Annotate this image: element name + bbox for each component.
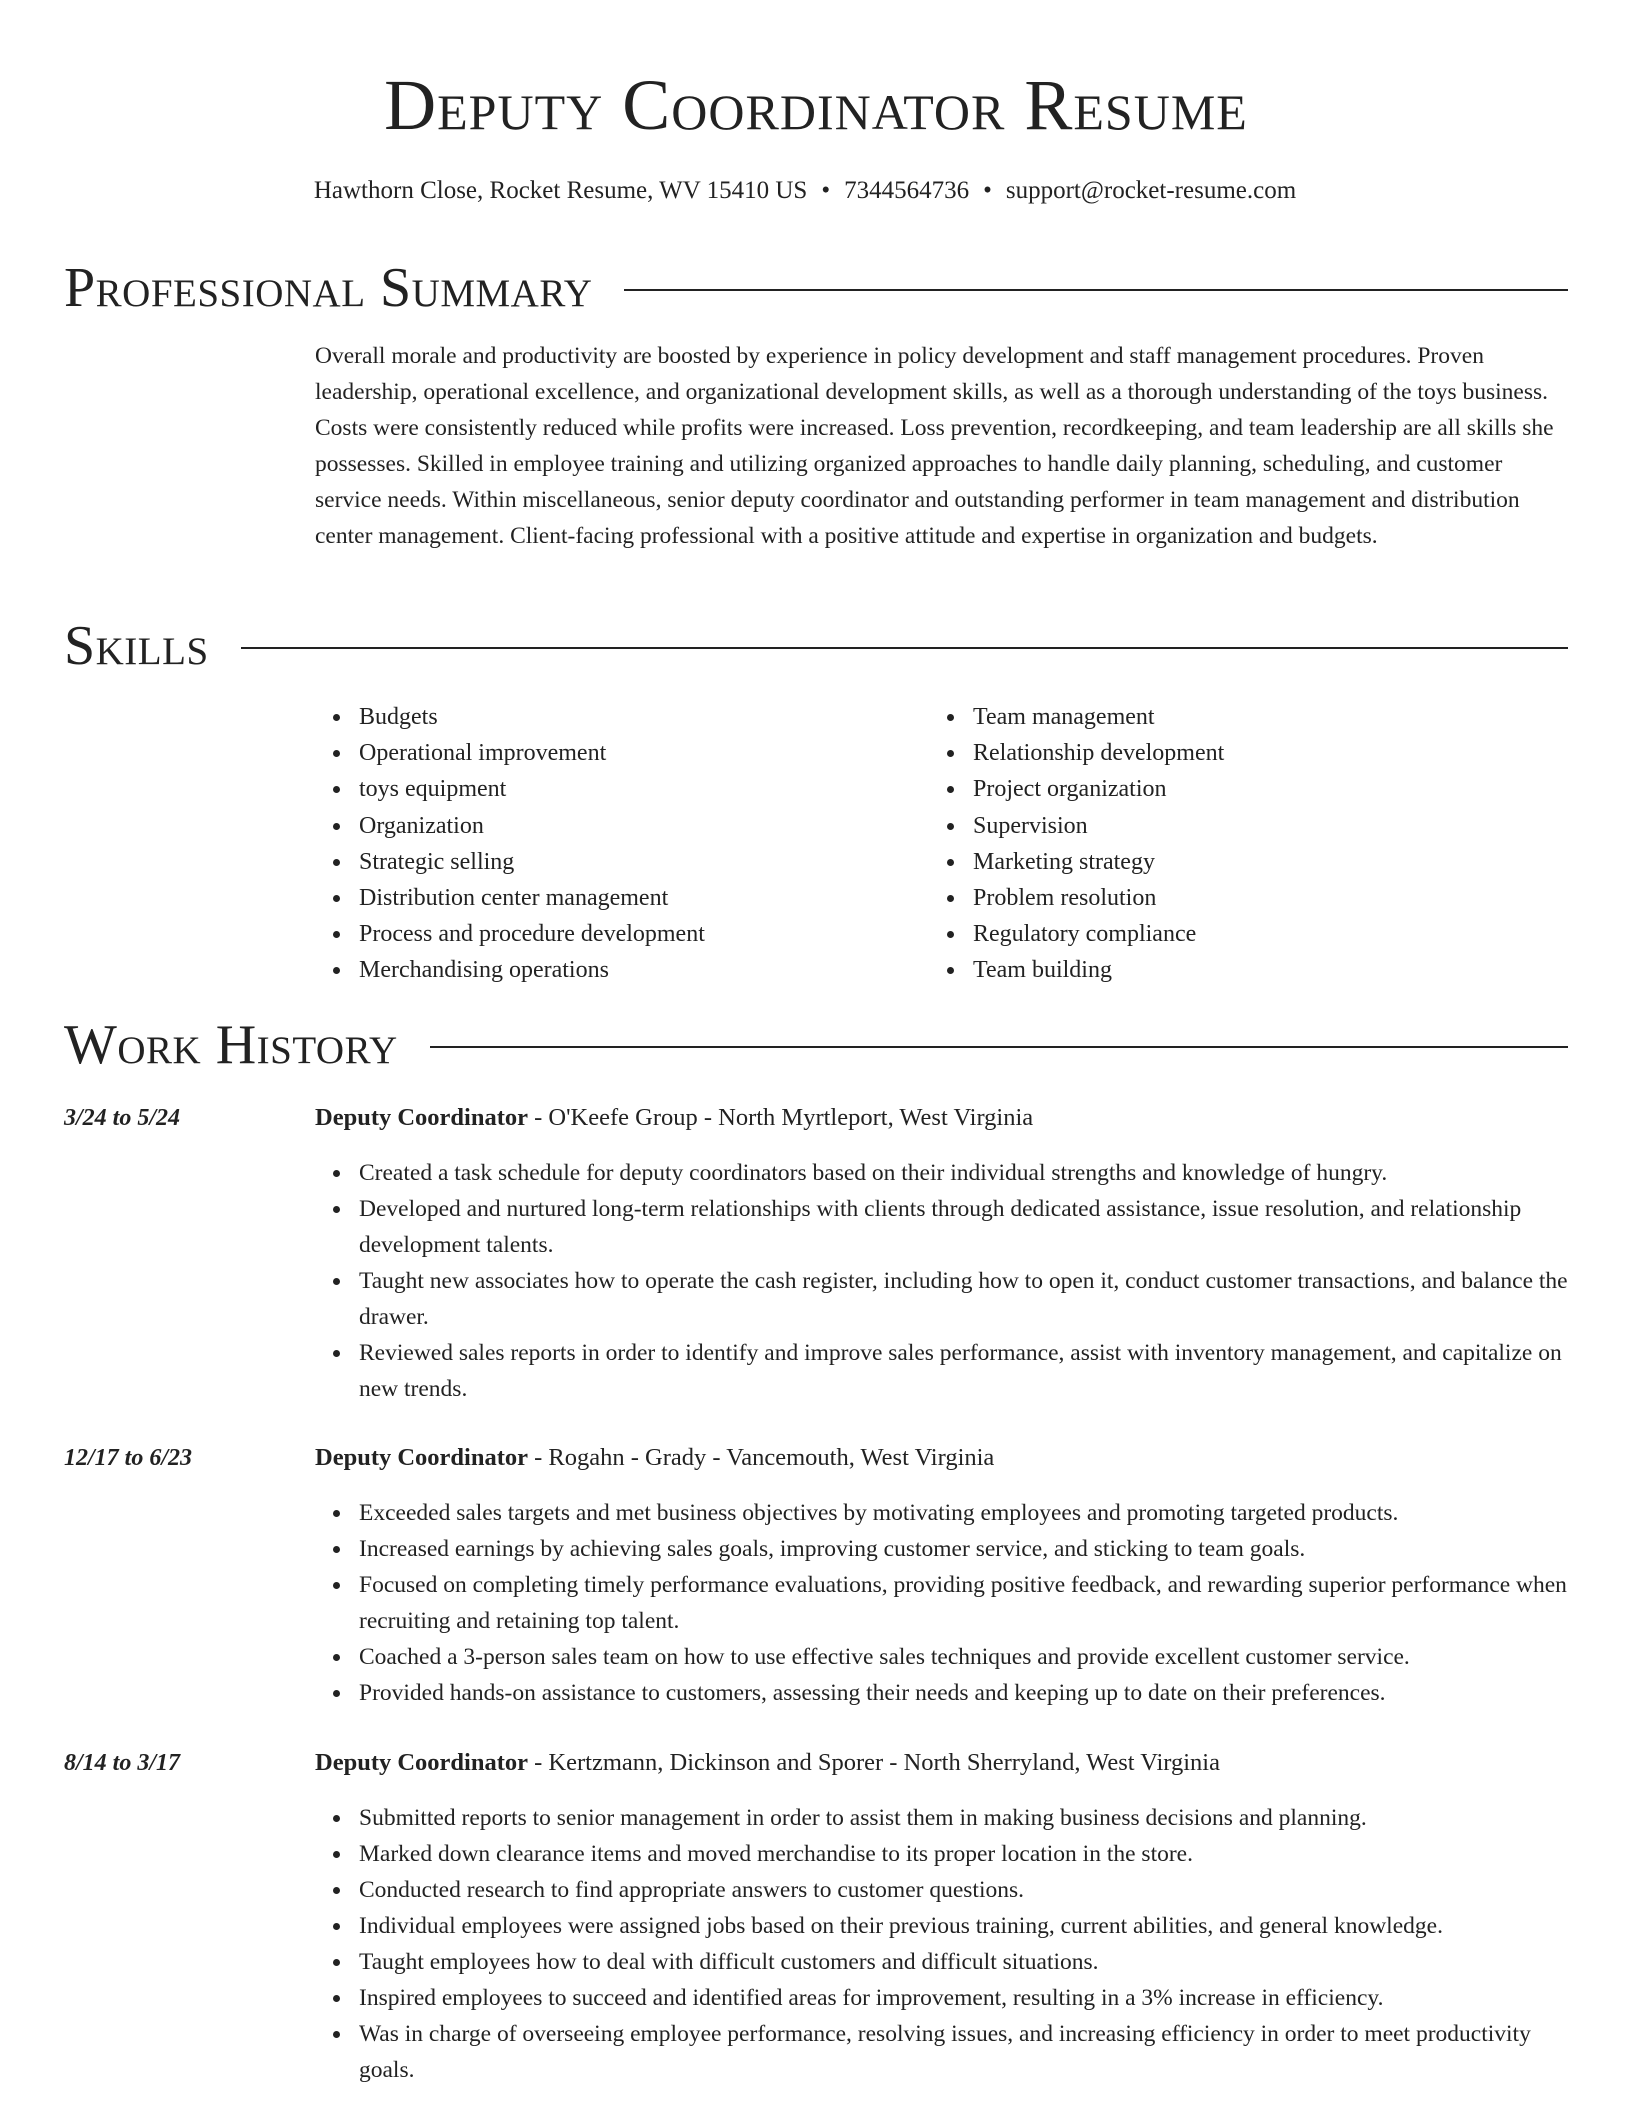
job-bullet-list — [315, 1155, 1568, 1407]
skill-item: Marketing strategy — [973, 844, 1573, 880]
job-bullet: Developed and nurtured long-term relationships with clients through dedicated assistance, issue resolution, and relationship development talents. — [359, 1191, 1568, 1263]
job-bullet: Increased earnings by achieving sales goals, improving customer service, and sticking to team goals. — [359, 1531, 1568, 1567]
work-heading: Work History — [64, 1014, 398, 1076]
skills-section-header — [64, 612, 1568, 680]
job-bullet: Was in charge of overseeing employee performance, resolving issues, and increasing efficiency in order to meet productivity goals. — [359, 2016, 1568, 2088]
job-bullet: Provided hands-on assistance to customers, assessing their needs and keeping up to date on their preferences. — [359, 1675, 1568, 1711]
skill-item: Distribution center management — [359, 880, 919, 916]
job-bullet: Coached a 3-person sales team on how to use effective sales techniques and provide excellent customer service. — [359, 1639, 1568, 1675]
skills-heading: Skills — [64, 615, 209, 677]
job-bullet: Focused on completing timely performance evaluations, providing positive feedback, and rewarding superior performance when recruiting and retaining top talent. — [359, 1567, 1568, 1639]
skill-item: Supervision — [973, 808, 1573, 844]
skill-item: Problem resolution — [973, 880, 1573, 916]
skill-item: Operational improvement — [359, 735, 919, 771]
job-bullet: Submitted reports to senior management in order to assist them in making business decisions and planning. — [359, 1800, 1568, 1836]
job-details: - Rogahn - Grady - Vancemouth, West Virginia — [528, 1444, 995, 1471]
summary-section-header — [64, 254, 1568, 322]
resume-title: Deputy Coordinator Resume — [384, 65, 1248, 145]
job-bullet-list — [315, 1800, 1568, 2088]
job-role: Deputy Coordinator — [315, 1104, 529, 1131]
contact-separator: • — [821, 177, 831, 204]
job-header — [315, 1745, 1220, 1781]
contact-separator: • — [983, 177, 992, 204]
job-bullet: Exceeded sales targets and met business objectives by motivating employees and promoting targeted products. — [359, 1495, 1568, 1531]
job-bullet: Created a task schedule for deputy coordinators based on their individual strengths and knowledge of hungry. — [359, 1155, 1568, 1191]
phone-text: 7344564736 — [844, 177, 970, 204]
job-bullet: Taught new associates how to operate the cash register, including how to open it, conduct customer transactions, and balance the drawer. — [359, 1263, 1568, 1335]
skill-item: Process and procedure development — [359, 916, 919, 952]
skill-item: toys equipment — [359, 771, 919, 807]
job-bullet: Conducted research to find appropriate answers to customer questions. — [359, 1872, 1568, 1908]
skill-item: Budgets — [359, 699, 919, 735]
job-bullet: Individual employees were assigned jobs based on their previous training, current abilities, and general knowledge. — [359, 1908, 1568, 1944]
skill-item: Project organization — [973, 771, 1573, 807]
summary-text: Overall morale and productivity are boosted by experience in policy development and staff management procedures. Proven leadership, operational excellence, and organizational development skills, as well as a thorough understanding of the toys business. Costs were consistently reduced while profits were increased. Loss prevention, recordkeeping, and team leadership are all skills she possesses. Skilled in employee training and utilizing organized approaches to handle daily planning, scheduling, and customer service needs. Within miscellaneous, senior deputy coordinator and outstanding performer in team management and distribution center management. Client-facing professional with a positive attitude and expertise in organization and budgets. — [315, 343, 1554, 549]
job-header — [315, 1100, 1033, 1136]
job-bullet-list — [315, 1495, 1568, 1711]
job-details: - Kertzmann, Dickinson and Sporer - North Sherryland, West Virginia — [528, 1749, 1220, 1776]
job-role: Deputy Coordinator — [315, 1749, 529, 1776]
job-details: - O'Keefe Group - North Myrtleport, West Virginia — [528, 1104, 1034, 1131]
skill-item: Regulatory compliance — [973, 916, 1573, 952]
section-divider — [624, 289, 1568, 291]
job-bullet: Marked down clearance items and moved merchandise to its proper location in the store. — [359, 1836, 1568, 1872]
contact-line — [0, 173, 1610, 209]
skill-item: Merchandising operations — [359, 952, 919, 988]
job-bullet: Inspired employees to succeed and identified areas for improvement, resulting in a 3% increase in efficiency. — [359, 1980, 1568, 2016]
address-text: Hawthorn Close, Rocket Resume, WV 15410 US — [313, 177, 808, 204]
job-role: Deputy Coordinator — [315, 1444, 529, 1471]
skill-item: Team building — [973, 952, 1573, 988]
skill-item: Relationship development — [973, 735, 1573, 771]
skills-list-left — [315, 699, 919, 989]
summary-heading: Professional Summary — [64, 257, 593, 319]
job-bullet: Reviewed sales reports in order to identify and improve sales performance, assist with inventory management, and capitalize on new trends. — [359, 1335, 1568, 1407]
section-divider — [430, 1046, 1568, 1048]
job-dates: 12/17 to 6/23 — [64, 1445, 193, 1471]
job-dates: 8/14 to 3/17 — [64, 1750, 181, 1776]
skills-list-right — [929, 699, 1573, 989]
skill-item: Team management — [973, 699, 1573, 735]
job-dates: 3/24 to 5/24 — [64, 1105, 181, 1131]
job-header — [315, 1440, 994, 1476]
email-link[interactable]: support@rocket-resume.com — [1005, 177, 1297, 204]
skill-item: Organization — [359, 808, 919, 844]
work-section-header — [64, 1011, 1568, 1079]
section-divider — [241, 647, 1568, 649]
skill-item: Strategic selling — [359, 844, 919, 880]
job-bullet: Taught employees how to deal with difficult customers and difficult situations. — [359, 1944, 1568, 1980]
